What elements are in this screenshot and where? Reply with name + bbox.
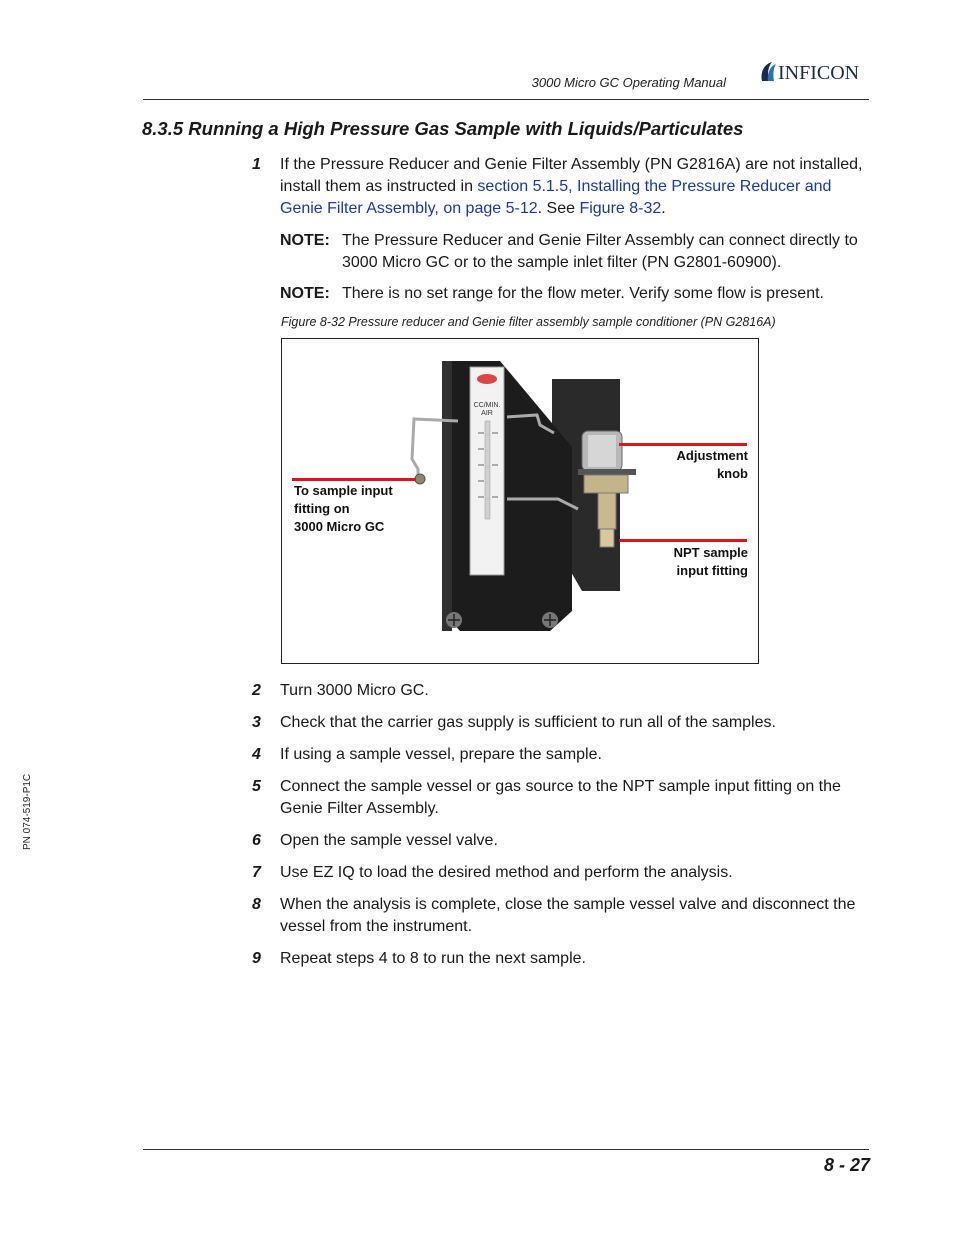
step-text: Check that the carrier gas supply is sufficient to run all of the samples. (280, 714, 776, 731)
callout-line-sample-input (292, 478, 416, 481)
note-text: There is no set range for the flow meter. Verify some flow is present. (342, 285, 824, 302)
step-8 (252, 894, 872, 938)
step-5 (252, 776, 872, 820)
section-5-1-5-link[interactable]: section 5.1.5, Installing the Pressure Reducer and Genie Filter Assembly, on page 5-12 (280, 178, 832, 217)
callout-sample-input-fitting (294, 482, 393, 536)
callout-text: To sample input (294, 483, 393, 498)
step-1 (252, 154, 872, 220)
figure-caption: Figure 8-32 Pressure reducer and Genie filter assembly sample conditioner (PN G2816A) (281, 315, 776, 329)
callout-adjustment-knob (677, 447, 749, 483)
page-number: 8 - 27 (823, 1155, 870, 1175)
note-text: The Pressure Reducer and Genie Filter Assembly can connect directly to 3000 Micro GC or to the sample inlet filter (PN G2801-60900). (342, 232, 858, 271)
manual-title: 3000 Micro GC Operating Manual (531, 75, 726, 90)
step-text: Use EZ IQ to load the desired method and perform the analysis. (280, 864, 733, 881)
step-1-text-a: If the Pressure Reducer and Genie Filter Assembly (PN G2816A) are not installed, install them as instructed in (280, 156, 863, 195)
callout-text: knob (716, 466, 748, 481)
section-heading: 8.3.5 Running a High Pressure Gas Sample with Liquids/Particulates (142, 118, 744, 139)
step-number: 6 (252, 832, 261, 849)
step-9 (252, 948, 872, 970)
inficon-logo (758, 59, 874, 85)
note-label: NOTE: (280, 285, 330, 302)
step-number: 2 (252, 682, 261, 699)
step-number: 8 (252, 896, 261, 913)
callout-npt-sample-fitting (674, 544, 748, 580)
callout-line-adjustment-knob (619, 443, 747, 446)
callout-text: input fitting (676, 563, 748, 578)
step-text: Open the sample vessel valve. (280, 832, 498, 849)
step-number: 9 (252, 950, 261, 967)
footer-rule (143, 1149, 869, 1150)
step-number: 7 (252, 864, 261, 881)
step-1-text-c: . (661, 200, 666, 217)
meter-unit-label: CC/MIN. (473, 402, 501, 409)
callout-text: fitting on (294, 501, 350, 516)
figure-8-32 (281, 338, 759, 664)
logo-wordmark: INFICON (778, 62, 860, 84)
step-text: Turn 3000 Micro GC. (280, 682, 429, 699)
note-1 (280, 230, 872, 274)
callout-text: 3000 Micro GC (294, 519, 385, 534)
figure-8-32-link[interactable]: Figure 8-32 (579, 200, 662, 217)
note-label: NOTE: (280, 232, 330, 249)
step-number: 5 (252, 778, 261, 795)
step-4 (252, 744, 872, 766)
step-text: If using a sample vessel, prepare the sample. (280, 746, 602, 763)
step-number: 3 (252, 714, 261, 731)
callout-text: Adjustment (676, 448, 748, 463)
step-text: When the analysis is complete, close the sample vessel valve and disconnect the vessel from the instrument. (280, 896, 856, 935)
step-2 (252, 680, 872, 702)
header-rule (143, 99, 869, 100)
step-number: 4 (252, 746, 261, 763)
step-text: Connect the sample vessel or gas source to the NPT sample input fitting on the Genie Filter Assembly. (280, 778, 841, 817)
step-number: 1 (252, 156, 261, 173)
step-text (280, 154, 872, 220)
step-7 (252, 862, 872, 884)
meter-gas-label: AIR (481, 410, 493, 417)
note-2 (280, 283, 872, 305)
part-number: PN 074-519-P1C (22, 773, 33, 850)
step-1-text-b: . See (537, 200, 580, 217)
step-6 (252, 830, 872, 852)
callout-text: NPT sample (673, 545, 748, 560)
step-text: Repeat steps 4 to 8 to run the next sample. (280, 950, 586, 967)
step-3 (252, 712, 872, 734)
callout-line-npt-fitting (619, 539, 747, 542)
